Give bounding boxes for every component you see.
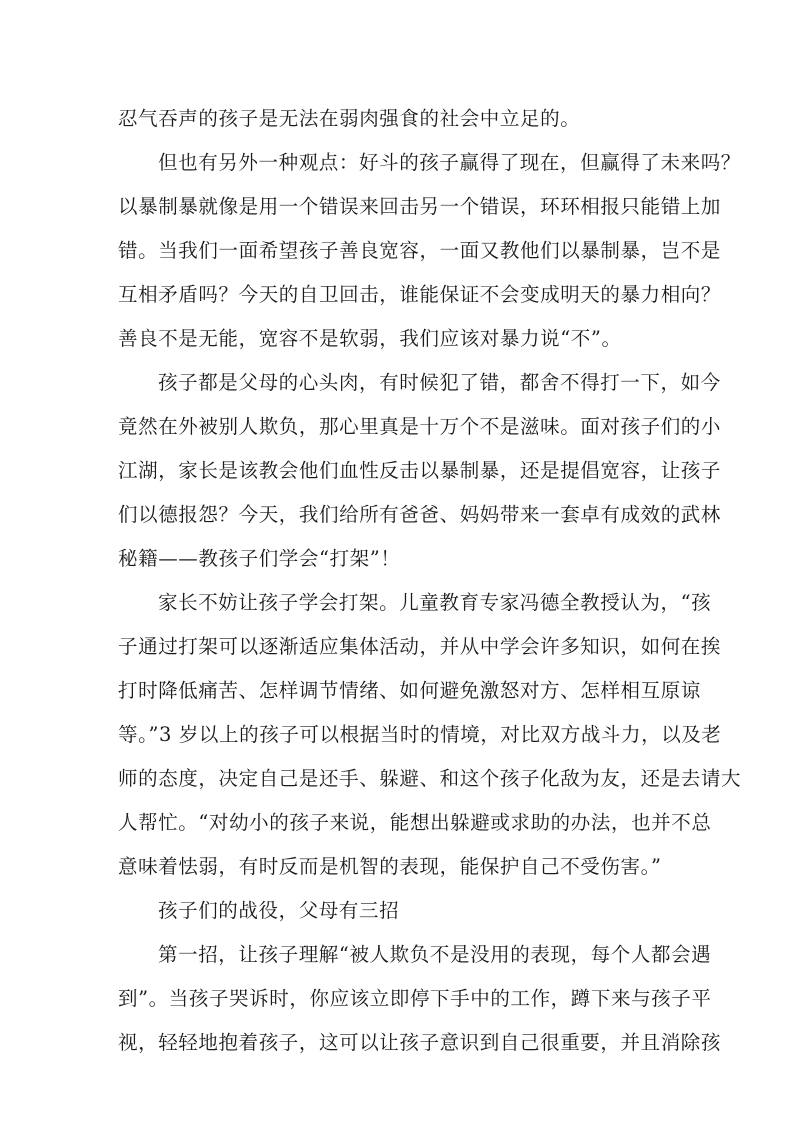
text-line-22: 视，轻轻地抱着孩子，这可以让孩子意识到自己很重要，并且消除孩 [118,1031,722,1054]
text-line-18: 意味着怯弱，有时反而是机智的表现，能保护自己不受伤害。” [118,855,662,878]
text-line-17: 人帮忙。“对幼小的孩子来说，能想出躲避或求助的办法，也并不总 [118,811,712,834]
text-line-16: 师的态度，决定自己是还手、躲避、和这个孩子化敌为友，还是去请大 [118,767,742,790]
text-line-21: 到”。当孩子哭诉时，你应该立即停下手中的工作，蹲下来与孩子平 [118,987,712,1010]
text-line-20: 第一招，让孩子理解“被人欺负不是没用的表现，每个人都会遇 [158,943,712,966]
text-line-10: 们以德报怨？今天，我们给所有爸爸、妈妈带来一套卓有成效的武林 [118,503,722,526]
text-line-13: 子通过打架可以逐渐适应集体活动，并从中学会许多知识，如何在挨 [118,635,722,658]
text-line-5: 互相矛盾吗？今天的自卫回击，谁能保证不会变成明天的暴力相向？ [118,283,722,306]
text-line-6: 善良不是无能，宽容不是软弱，我们应该对暴力说“不”。 [118,327,622,350]
text-line-19: 孩子们的战役，父母有三招 [158,899,400,922]
text-line-2: 但也有另外一种观点：好斗的孩子赢得了现在，但赢得了未来吗？ [158,151,741,174]
text-line-14: 打时降低痛苦、怎样调节情绪、如何避免激怒对方、怎样相互原谅 [118,679,701,702]
text-line-15: 等。”3 岁以上的孩子可以根据当时的情境，对比双方战斗力，以及老 [118,723,722,746]
text-line-4: 错。当我们一面希望孩子善良宽容，一面又教他们以暴制暴，岂不是 [118,239,722,262]
text-line-1: 忍气吞声的孩子是无法在弱肉强食的社会中立足的。 [118,107,581,130]
text-line-3: 以暴制暴就像是用一个错误来回击另一个错误，环环相报只能错上加 [118,195,722,218]
text-line-9: 江湖，家长是该教会他们血性反击以暴制暴，还是提倡宽容，让孩子 [118,459,722,482]
text-line-11: 秘籍——教孩子们学会“打架”！ [118,547,401,570]
text-line-12: 家长不妨让孩子学会打架。儿童教育专家冯德全教授认为，“孩 [158,591,712,614]
text-line-8: 竟然在外被别人欺负，那心里真是十万个不是滋味。面对孩子们的小 [118,415,722,438]
text-line-7: 孩子都是父母的心头肉，有时候犯了错，都舍不得打一下，如今 [158,371,721,394]
